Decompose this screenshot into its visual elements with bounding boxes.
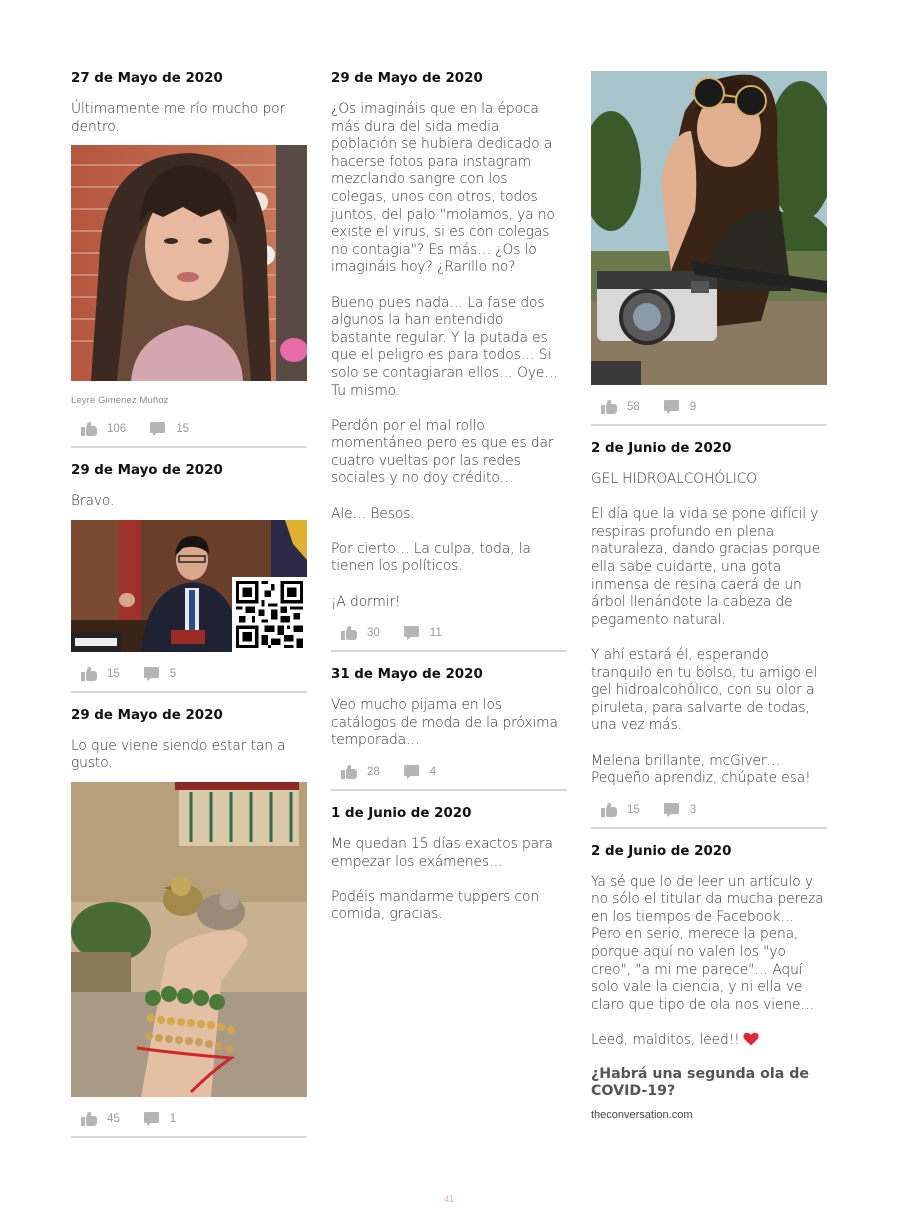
comment-icon[interactable] bbox=[144, 667, 160, 681]
divider bbox=[71, 446, 307, 448]
post-text: Últimamente me río mucho por dentro. bbox=[71, 101, 286, 135]
column-2 bbox=[331, 68, 567, 924]
post-date: 1 de Junio de 2020 bbox=[331, 806, 472, 821]
comment-count: 5 bbox=[169, 667, 177, 680]
thumbs-up-icon[interactable] bbox=[601, 803, 617, 817]
post-closing-line: Leed, malditos, leed!! bbox=[591, 1032, 740, 1049]
camera-selfie-photo bbox=[591, 71, 827, 385]
comment-icon[interactable] bbox=[664, 803, 680, 817]
thumbs-up-icon[interactable] bbox=[601, 400, 617, 414]
qr-code[interactable] bbox=[232, 577, 307, 652]
comment-icon[interactable] bbox=[144, 1112, 160, 1126]
post-card bbox=[591, 71, 827, 426]
post-date: 29 de Mayo de 2020 bbox=[331, 71, 483, 86]
post-text: Ya sé que lo de leer un artículo y no sólo el titular da mucha pereza en los tiempos de Facebook… Pero en serio, merece la pena, porque aquí no valen los "yo creo", "a mi me parece"… Aquí solo vale la ciencia, y ni ella ve claro que tipo de ola nos viene… Leed, malditos, leed!! bbox=[591, 874, 827, 1052]
post-card bbox=[591, 843, 827, 1121]
post-card bbox=[71, 70, 307, 448]
like-count: 15 bbox=[107, 667, 120, 680]
like-count: 58 bbox=[627, 401, 640, 413]
comment-icon[interactable] bbox=[404, 765, 420, 779]
column-1 bbox=[71, 68, 307, 1152]
divider bbox=[591, 424, 827, 426]
comment-count: 11 bbox=[429, 627, 442, 640]
qr-code-icon bbox=[236, 581, 303, 648]
like-count: 30 bbox=[367, 627, 380, 640]
post-stats bbox=[331, 624, 567, 642]
comment-icon[interactable] bbox=[404, 626, 420, 640]
post-photo-politician[interactable] bbox=[71, 520, 307, 652]
post-text: Veo mucho pijama en los catálogos de moda de la próxima temporada… bbox=[331, 697, 558, 749]
post-stats bbox=[331, 763, 567, 781]
like-count: 45 bbox=[107, 1112, 120, 1125]
divider bbox=[71, 1136, 307, 1138]
like-count: 15 bbox=[627, 803, 640, 816]
post-card bbox=[591, 440, 827, 829]
post-text: Lo que viene siendo estar tan a gusto. bbox=[71, 737, 286, 772]
thumbs-up-icon[interactable] bbox=[341, 626, 357, 640]
heart-icon bbox=[743, 1032, 759, 1052]
post-date: 2 de Junio de 2020 bbox=[591, 843, 732, 859]
ducklings-photo bbox=[71, 782, 307, 1097]
post-card bbox=[331, 70, 567, 652]
post-photo-selfie-bangs[interactable] bbox=[71, 145, 307, 381]
post-text: Me quedan 15 días exactos para empezar los exámenes… Podéis mandarme tuppers con comida, gracias. bbox=[331, 836, 553, 923]
selfie-photo bbox=[71, 145, 307, 381]
post-text: ¿Os imagináis que en la época más dura del sida media población se hubiera dedicado a hacerse fotos para instagram mezclando sangre con los colegas, unos con otros, todos juntos, del palo "molamos, ya no existe el virus, si es con colegas no contagia"? Es más… ¿Os lo imagináis hoy? ¿Rarillo no? Bueno pues nada… La fase dos algunos la han entendido bastante regular. Y la putada es que el peligro es para todos… Si solo se contagiaran ellos… Oye… Tu mismo. Perdón por el mal rollo momentáneo pero es que es dar cuatro vueltas por las redes sociales y no doy crédito… Ale… Besos. Por cierto… La culpa, toda, la tienen los políticos. ¡A dormir! bbox=[331, 101, 558, 610]
thumbs-up-icon[interactable] bbox=[81, 667, 97, 681]
post-date: 29 de Mayo de 2020 bbox=[71, 463, 223, 479]
post-card bbox=[71, 707, 307, 1138]
comment-icon[interactable] bbox=[150, 422, 166, 436]
like-count: 28 bbox=[367, 766, 380, 778]
post-stats bbox=[591, 398, 827, 416]
post-date: 31 de Mayo de 2020 bbox=[331, 667, 483, 683]
post-date: 2 de Junio de 2020 bbox=[591, 441, 732, 456]
comment-count: 3 bbox=[689, 803, 697, 816]
comment-count: 9 bbox=[689, 401, 697, 413]
page-number: 41 bbox=[443, 1194, 454, 1204]
divider bbox=[331, 650, 567, 652]
post-date: 29 de Mayo de 2020 bbox=[71, 707, 223, 723]
thumbs-up-icon[interactable] bbox=[341, 765, 357, 779]
post-date: 27 de Mayo de 2020 bbox=[71, 71, 223, 86]
post-stats bbox=[71, 420, 307, 438]
divider bbox=[591, 827, 827, 829]
post-card bbox=[331, 805, 567, 924]
post-stats bbox=[591, 801, 827, 819]
comment-count: 1 bbox=[169, 1112, 177, 1125]
comment-count: 4 bbox=[429, 766, 437, 778]
post-text: Bravo. bbox=[71, 493, 115, 510]
thumbs-up-icon[interactable] bbox=[81, 422, 97, 436]
shared-article-source[interactable]: theconversation.com bbox=[591, 1108, 693, 1121]
divider bbox=[71, 691, 307, 693]
divider bbox=[331, 789, 567, 791]
post-stats bbox=[71, 665, 307, 683]
column-3 bbox=[591, 68, 827, 1121]
photo-caption: Leyre Gimenez Muñoz bbox=[71, 395, 169, 407]
thumbs-up-icon[interactable] bbox=[81, 1112, 97, 1126]
post-text: GEL HIDROALCOHÓLICO El día que la vida se pone difícil y respiras profundo en plena naturaleza, dando gracias porque ella sabe cuidarte, una gota inmensa de resina caerá de un árbol llenándote la cabeza de pegamento natural. Y ahí estará él, esperando tranquilo en tu bolso, tu amigo el gel hidroalcohólico, con su olor a piruleta, para salvarte de todas, una vez más. Melena brillante, mcGiver… Pequeño aprendiz, chúpate esa! bbox=[591, 471, 821, 787]
shared-article-title[interactable]: ¿Habrá una segunda ola de COVID-19? bbox=[591, 1065, 810, 1099]
post-card bbox=[71, 462, 307, 693]
post-photo-ducklings[interactable] bbox=[71, 782, 307, 1097]
comment-icon[interactable] bbox=[664, 400, 680, 414]
comment-count: 15 bbox=[176, 423, 189, 436]
post-card bbox=[331, 666, 567, 791]
like-count: 106 bbox=[107, 423, 127, 436]
post-stats bbox=[71, 1110, 307, 1128]
post-photo-camera-sunglasses[interactable] bbox=[591, 71, 827, 385]
